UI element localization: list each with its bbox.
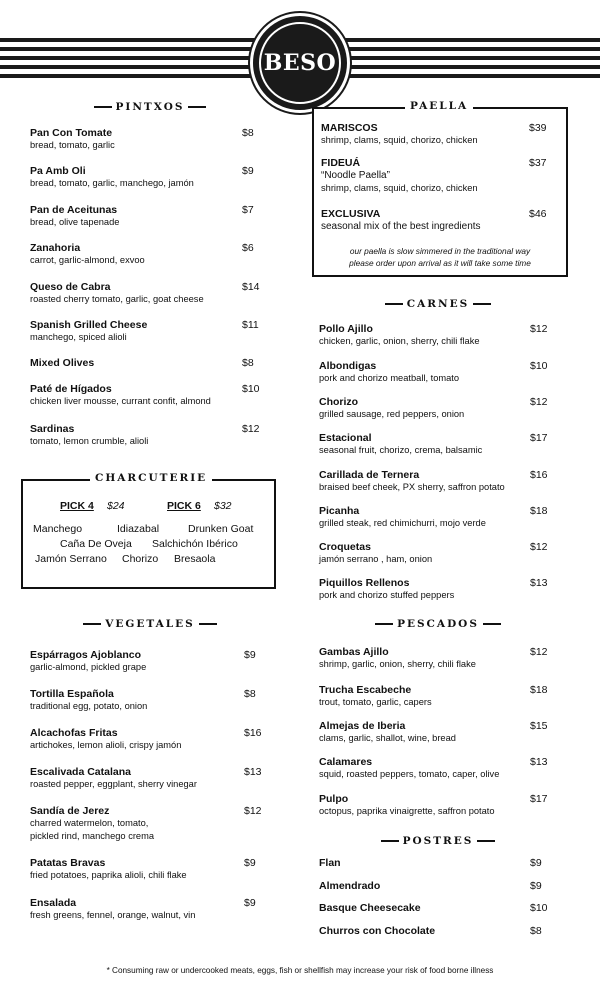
menu-item-alcachofas-fritas bbox=[30, 727, 181, 752]
item-desc: grilled sausage, red peppers, onion bbox=[319, 409, 465, 419]
item-desc: pickled rind, manchego crema bbox=[30, 831, 155, 841]
item-name: Spanish Grilled Cheese bbox=[30, 319, 148, 331]
item-price: $12 bbox=[244, 805, 262, 817]
item-price: $12 bbox=[530, 323, 548, 335]
item-desc: octopus, paprika vinaigrette, saffron potato bbox=[319, 806, 495, 816]
item-desc: charred watermelon, tomato, bbox=[30, 818, 149, 828]
menu-item-trucha-escabeche bbox=[319, 684, 432, 709]
paella-note: our paella is slow simmered in the traditional way bbox=[349, 246, 531, 256]
item-name: Espárragos Ajoblanco bbox=[30, 649, 142, 661]
logo-ring bbox=[259, 22, 341, 104]
item-name: Pan de Aceitunas bbox=[30, 204, 118, 216]
postres-title: POSTRES bbox=[402, 835, 474, 847]
item-name: Pollo Ajillo bbox=[319, 323, 373, 335]
item-desc: roasted pepper, eggplant, sherry vinegar bbox=[30, 779, 197, 789]
item-name: Queso de Cabra bbox=[30, 281, 111, 293]
pescados-header bbox=[318, 618, 558, 630]
menu-item-basque-cheesecake bbox=[319, 902, 421, 914]
menu-item-carillada-de-ternera bbox=[319, 469, 505, 494]
header-rule bbox=[188, 106, 206, 108]
menu-item-esparragos-ajoblanco bbox=[30, 649, 146, 674]
item-name: Paté de Hígados bbox=[30, 383, 112, 395]
item-price: $10 bbox=[530, 360, 548, 372]
item-price: $10 bbox=[530, 902, 548, 914]
charcuterie-option: Drunken Goat bbox=[188, 523, 254, 535]
pick-6-price: $32 bbox=[214, 500, 232, 512]
item-price: $9 bbox=[244, 857, 256, 869]
item-desc: chicken liver mousse, currant confit, almond bbox=[30, 396, 211, 406]
menu-item-ensalada bbox=[30, 897, 195, 922]
brand-name: BESO bbox=[263, 50, 337, 76]
pick-6-label: PICK 6 bbox=[167, 500, 201, 512]
menu-item-albondigas bbox=[319, 360, 459, 385]
menu-item-pollo-ajillo bbox=[319, 323, 480, 348]
item-name: EXCLUSIVA bbox=[321, 208, 381, 220]
menu-item-chorizo bbox=[319, 396, 464, 421]
charcuterie-option: Jamón Serrano bbox=[35, 553, 107, 565]
item-desc: tomato, lemon crumble, alioli bbox=[30, 436, 149, 446]
item-desc: shrimp, clams, squid, chorizo, chicken bbox=[321, 135, 478, 145]
item-price: $8 bbox=[242, 357, 254, 369]
item-name: Trucha Escabeche bbox=[319, 684, 412, 696]
pintxos-title: PINTXOS bbox=[115, 101, 185, 113]
item-subtitle: “Noodle Paella” bbox=[321, 170, 390, 181]
item-price: $17 bbox=[530, 793, 548, 805]
charcuterie-option: Salchichón Ibérico bbox=[152, 538, 238, 550]
item-price: $9 bbox=[244, 649, 256, 661]
item-price: $39 bbox=[529, 122, 547, 134]
menu-item-sandia-de-jerez bbox=[30, 805, 154, 843]
menu-item-almendrado bbox=[319, 880, 380, 892]
item-price: $9 bbox=[244, 897, 256, 909]
item-price: $12 bbox=[242, 423, 260, 435]
vegetales-title: VEGETALES bbox=[105, 618, 195, 630]
item-desc: traditional egg, potato, onion bbox=[30, 701, 148, 711]
beso-logo bbox=[250, 13, 350, 113]
menu-item-patatas-bravas bbox=[30, 857, 187, 882]
item-desc: grilled steak, red chimichurri, mojo verde bbox=[319, 518, 486, 528]
item-desc: manchego, spiced alioli bbox=[30, 332, 127, 342]
paella-note: please order upon arrival as it will take some time bbox=[349, 258, 531, 268]
menu-item-pan-con-tomate bbox=[30, 127, 115, 152]
item-name: Pulpo bbox=[319, 793, 349, 805]
menu-item-escalivada-catalana bbox=[30, 766, 197, 791]
item-name: Flan bbox=[319, 857, 341, 869]
menu-item-flan bbox=[319, 857, 341, 869]
item-price: $16 bbox=[530, 469, 548, 481]
vegetales-header bbox=[30, 618, 270, 630]
header-rule bbox=[83, 623, 101, 625]
item-price: $12 bbox=[530, 396, 548, 408]
header-rule bbox=[381, 840, 399, 842]
item-desc: chicken, garlic, onion, sherry, chili flake bbox=[319, 336, 480, 346]
menu-item-calamares bbox=[319, 756, 499, 781]
menu-item-zanahoria bbox=[30, 242, 145, 267]
item-name: Almejas de Iberia bbox=[319, 720, 406, 732]
item-desc: bread, olive tapenade bbox=[30, 217, 120, 227]
item-desc: seasonal mix of the best ingredients bbox=[321, 221, 481, 232]
item-price: $16 bbox=[244, 727, 262, 739]
charcuterie-option: Caña De Oveja bbox=[60, 538, 132, 550]
menu-item-croquetas bbox=[319, 541, 432, 566]
pick-4-label: PICK 4 bbox=[60, 500, 94, 512]
item-price: $8 bbox=[242, 127, 254, 139]
item-name: Calamares bbox=[319, 756, 373, 768]
item-name: Patatas Bravas bbox=[30, 857, 106, 869]
item-price: $8 bbox=[244, 688, 256, 700]
item-price: $7 bbox=[242, 204, 254, 216]
item-name: Picanha bbox=[319, 505, 360, 517]
item-name: Alcachofas Fritas bbox=[30, 727, 118, 739]
item-price: $12 bbox=[530, 541, 548, 553]
item-price: $13 bbox=[530, 577, 548, 589]
item-name: MARISCOS bbox=[321, 122, 378, 134]
item-name: Tortilla Española bbox=[30, 688, 114, 700]
item-price: $18 bbox=[530, 684, 548, 696]
item-price: $8 bbox=[530, 925, 542, 937]
header-rule bbox=[94, 106, 112, 108]
menu-item-pulpo bbox=[319, 793, 495, 818]
item-price: $37 bbox=[529, 157, 547, 169]
item-price: $17 bbox=[530, 432, 548, 444]
item-price: $6 bbox=[242, 242, 254, 254]
item-name: Chorizo bbox=[319, 396, 359, 408]
charcuterie-title: CHARCUTERIE bbox=[90, 472, 212, 484]
item-price: $46 bbox=[529, 208, 547, 220]
item-price: $15 bbox=[530, 720, 548, 732]
item-desc: roasted cherry tomato, garlic, goat cheese bbox=[30, 294, 204, 304]
menu-item-queso-de-cabra bbox=[30, 281, 204, 306]
header-rule bbox=[199, 623, 217, 625]
paella-item-mariscos bbox=[321, 122, 478, 147]
item-desc: clams, garlic, shallot, wine, bread bbox=[319, 733, 456, 743]
header-rule bbox=[477, 840, 495, 842]
item-desc: bread, tomato, garlic, manchego, jamón bbox=[30, 178, 194, 188]
item-desc: shrimp, clams, squid, chorizo, chicken bbox=[321, 183, 478, 193]
menu-item-churros-con-chocolate bbox=[319, 925, 435, 937]
charcuterie-option: Idiazabal bbox=[117, 523, 160, 535]
menu-item-mixed-olives bbox=[30, 357, 94, 369]
charcuterie-option: Chorizo bbox=[122, 553, 159, 565]
menu-item-tortilla-espanola bbox=[30, 688, 147, 713]
menu-item-pan-de-aceitunas bbox=[30, 204, 119, 229]
menu-item-spanish-grilled-cheese bbox=[30, 319, 147, 344]
item-name: Pa Amb Oli bbox=[30, 165, 86, 177]
item-price: $9 bbox=[530, 880, 542, 892]
charcuterie-option: Bresaola bbox=[174, 553, 216, 565]
item-name: Pan Con Tomate bbox=[30, 127, 113, 139]
item-name: Piquillos Rellenos bbox=[319, 577, 410, 589]
menu-item-pa-amb-oli bbox=[30, 165, 194, 190]
item-price: $14 bbox=[242, 281, 260, 293]
food-safety-disclaimer: * Consuming raw or undercooked meats, eggs, fish or shellfish may increase your risk of food borne illness bbox=[106, 966, 494, 975]
item-price: $13 bbox=[244, 766, 262, 778]
item-desc: pork and chorizo stuffed peppers bbox=[319, 590, 455, 600]
item-desc: shrimp, garlic, onion, sherry, chili flake bbox=[319, 659, 476, 669]
item-name: Albondigas bbox=[319, 360, 377, 372]
item-name: Almendrado bbox=[319, 880, 381, 892]
pescados-title: PESCADOS bbox=[397, 618, 479, 630]
menu-item-almejas-de-iberia bbox=[319, 720, 456, 745]
item-desc: squid, roasted peppers, tomato, caper, olive bbox=[319, 769, 500, 779]
item-name: Mixed Olives bbox=[30, 357, 95, 369]
menu-item-gambas-ajillo bbox=[319, 646, 476, 671]
header-rule bbox=[385, 303, 403, 305]
carnes-header bbox=[318, 298, 558, 310]
pick-4-price: $24 bbox=[107, 500, 125, 512]
item-name: Estacional bbox=[319, 432, 372, 444]
item-name: Croquetas bbox=[319, 541, 371, 553]
paella-item-exclusiva bbox=[321, 208, 481, 233]
item-name: Carillada de Ternera bbox=[319, 469, 420, 481]
item-price: $9 bbox=[242, 165, 254, 177]
pintxos-header bbox=[30, 101, 270, 113]
item-desc: carrot, garlic-almond, exvoo bbox=[30, 255, 145, 265]
item-name: Escalivada Catalana bbox=[30, 766, 131, 778]
item-price: $11 bbox=[242, 319, 259, 331]
item-desc: bread, tomato, garlic bbox=[30, 140, 115, 150]
item-name: Zanahoria bbox=[30, 242, 81, 254]
item-price: $18 bbox=[530, 505, 548, 517]
item-desc: seasonal fruit, chorizo, crema, balsamic bbox=[319, 445, 483, 455]
item-name: Gambas Ajillo bbox=[319, 646, 389, 658]
carnes-title: CARNES bbox=[406, 298, 470, 310]
charcuterie-option: Manchego bbox=[33, 523, 83, 535]
item-desc: braised beef cheek, PX sherry, saffron potato bbox=[319, 482, 505, 492]
item-price: $10 bbox=[242, 383, 260, 395]
paella-title: PAELLA bbox=[405, 100, 473, 112]
header-rule bbox=[473, 303, 491, 305]
item-desc: fried potatoes, paprika alioli, chili flake bbox=[30, 870, 187, 880]
header-rule bbox=[483, 623, 501, 625]
postres-header bbox=[318, 835, 558, 847]
header-rule bbox=[375, 623, 393, 625]
menu-item-pate-de-higados bbox=[30, 383, 211, 408]
item-price: $12 bbox=[530, 646, 548, 658]
item-desc: jamón serrano , ham, onion bbox=[319, 554, 433, 564]
item-name: Sandía de Jerez bbox=[30, 805, 110, 817]
menu-item-estacional bbox=[319, 432, 482, 457]
item-name: Churros con Chocolate bbox=[319, 925, 436, 937]
item-desc: artichokes, lemon alioli, crispy jamón bbox=[30, 740, 182, 750]
item-price: $13 bbox=[530, 756, 548, 768]
item-name: FIDEUÁ bbox=[321, 157, 361, 169]
item-name: Sardinas bbox=[30, 423, 75, 435]
menu-item-sardinas bbox=[30, 423, 148, 448]
item-desc: fresh greens, fennel, orange, walnut, vin bbox=[30, 910, 196, 920]
item-desc: trout, tomato, garlic, capers bbox=[319, 697, 432, 707]
item-name: Basque Cheesecake bbox=[319, 902, 421, 914]
menu-item-picanha bbox=[319, 505, 486, 530]
item-price: $9 bbox=[530, 857, 542, 869]
item-desc: pork and chorizo meatball, tomato bbox=[319, 373, 460, 383]
item-desc: garlic-almond, pickled grape bbox=[30, 662, 147, 672]
menu-item-piquillos-rellenos bbox=[319, 577, 454, 602]
paella-item-fideua bbox=[321, 157, 478, 195]
item-name: Ensalada bbox=[30, 897, 77, 909]
